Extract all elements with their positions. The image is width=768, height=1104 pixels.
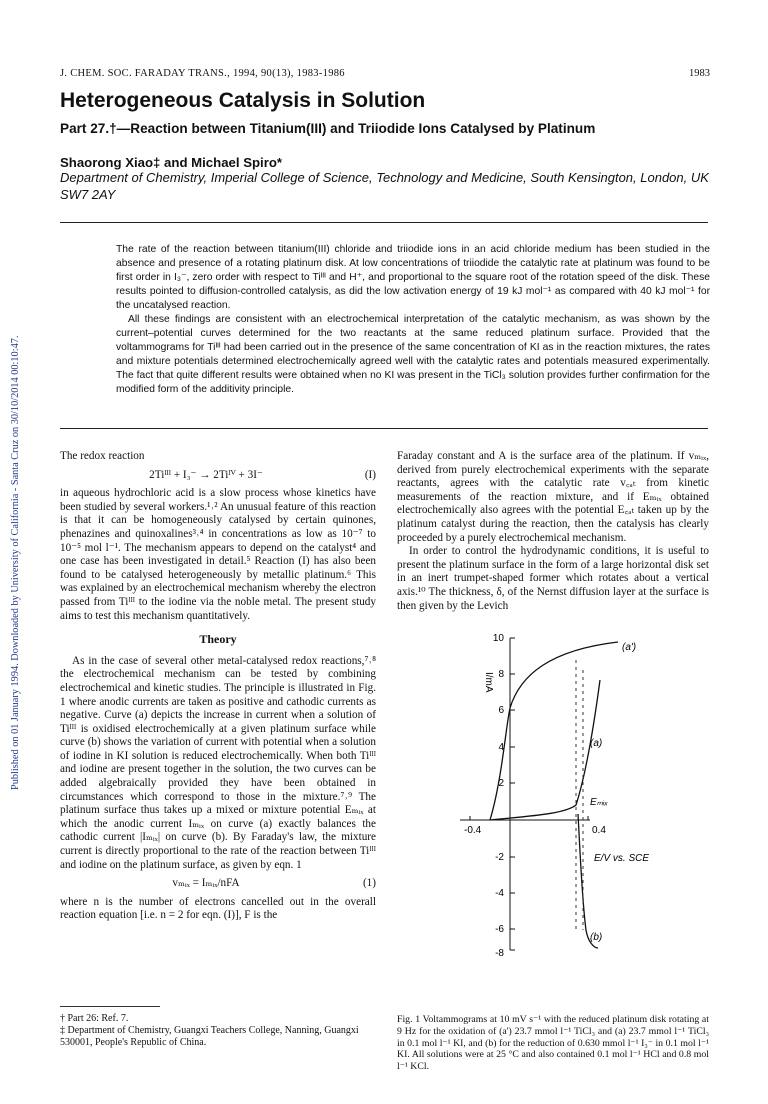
emix-label: Eₘᵢₓ — [590, 797, 608, 808]
abstract-bottom-rule — [60, 428, 708, 429]
equation-2 — [60, 877, 376, 891]
x-tick-label: 0.4 — [592, 825, 606, 836]
equation-2-number: (1) — [362, 877, 376, 890]
y-tick-label: 8 — [498, 669, 504, 680]
x-tick-label: -0.4 — [464, 825, 482, 836]
y-axis-label: I/mA — [483, 672, 494, 693]
footnotes — [60, 1013, 376, 1049]
intro-body: in aqueous hydrochloric acid is a slow process whose kinetics have been studied by several workers.¹˒² An unusual feature of this reaction is that it can be homogeneously catalysed by certain quinones, phenazines and quinoxalines³˒⁴ in concentrations as low as 10⁻⁷ to 10⁻⁵ mol l⁻¹. The mechanism appears to depend on the catalyst⁴ and one case has been investigated in detail.⁵ Reaction (I) has also been found to be catalysed heterogeneously by metallic platinum.⁶ This was explained by an electrochemical mechanism whereby the electron passed from Tiᴵᴵᴵ to the iodine via the noble metal. The present study aims to test this mechanism quantitatively. — [60, 487, 376, 622]
y-tick-label: 6 — [498, 705, 504, 716]
left-column — [60, 450, 376, 923]
y-tick-label: -4 — [495, 888, 504, 899]
y-ticks — [510, 638, 515, 950]
authors: Shaorong Xiao‡ and Michael Spiro* — [60, 155, 283, 170]
article-title: Heterogeneous Catalysis in Solution — [60, 89, 426, 112]
curve-label: (a') — [622, 642, 637, 653]
y-tick-label: 2 — [498, 778, 504, 789]
abstract — [116, 243, 710, 397]
article-subtitle: Part 27.†—Reaction between Titanium(III) and Triiodide Ions Catalysed by Platinum — [60, 121, 596, 136]
abstract-paragraph: All these findings are consistent with an electrochemical interpretation of the catalytic mechanism, as was shown by the current–potential curves determined for the two reactants at the same reduced platinum surface. Provided that the voltammograms for Tiᴵᴵᴵ had been carried out in the presence of the same concentration of KI as in the reaction mixtures, the rates and mixture potentials determined electrochemically agreed well with the catalytic rates and potentials measured experimentally. The fact that quite different results were obtained when no KI was present in the TiCl₃ solution provides further confirmation for the modified form of the additivity principle. — [116, 314, 710, 395]
footnote: ‡ Department of Chemistry, Guangxi Teachers College, Nanning, Guangxi 530001, People's Republic of China. — [60, 1025, 359, 1048]
equation-1 — [60, 469, 376, 483]
right-column — [397, 450, 709, 613]
section-heading-theory: Theory — [199, 632, 237, 647]
page-number: 1983 — [689, 68, 710, 79]
intro-lead: The redox reaction — [60, 450, 145, 462]
x-axis-label: E/V vs. SCE — [594, 853, 650, 864]
y-tick-label: -6 — [495, 924, 504, 935]
running-head: J. CHEM. SOC. FARADAY TRANS., 1994, 90(13), 1983-1986 — [60, 68, 345, 79]
curve-a-prime — [490, 642, 618, 820]
theory-tail: where n is the number of electrons cancelled out in the overall reaction equation [i.e. n = 2 for eqn. (I)], F is the — [60, 895, 376, 922]
download-stamp-text: Published on 01 January 1994. Downloaded by University of California - Santa Cruz on 30/10/2014 00:10:47. — [10, 335, 21, 790]
figure-1 — [440, 630, 700, 965]
equation-1-expression: 2Tiᴵᴵᴵ + I₃⁻ → 2Tiᴵⱽ + 3I⁻ — [149, 468, 263, 481]
theory-body: As in the case of several other metal-catalysed redox reactions,⁷˒⁸ the electrochemical mechanism can be tested by combining electrochemical and kinetic studies. The principle is illustrated in Fig. 1 where anodic currents are taken as positive and cathodic currents as negative. Curve (a) depicts the increase in current when a solution of Tiᴵᴵᴵ is oxidised electrochemically at a given platinum surface while curve (b) shows the variation of current with potential when a solution of iodine in KI solution is reduced electrochemically. When both Tiᴵᴵᴵ and iodine are present together in the solution, the two curves can be added algebraically provided they have been obtained in circumstances which correspond to those in the mixture.⁷˒⁹ The platinum surface thus takes up a mixed or mixture potential Eₘᵢₓ at which the anodic current Iₘᵢₓ on curve (a) exactly balances the cathodic current |Iₘᵢₓ| on curve (b). By Faraday's law, the mixture current is directly proportional to the rate of the reaction between Tiᴵᴵᴵ and iodine on the platinum surface, as given by eqn. 1 — [60, 654, 376, 871]
abstract-paragraph: The rate of the reaction between titanium(III) chloride and triiodide ions in an acid chloride medium has been studied in the absence and presence of a rotating platinum disk. At low concentrations of triiodide the catalytic rate at platinum was found to be first order in I₃⁻, zero order with respect to Tiᴵᴵᴵ and H⁺, and proportional to the square root of the rotation speed of the disk. These results pointed to diffusion-controlled catalysis, as did the low activation energy of 19 kJ mol⁻¹ as compared with 40 kJ mol⁻¹ for the uncatalysed reaction. — [116, 244, 710, 311]
curve-label: (a) — [590, 738, 603, 749]
right-paragraph-1: Faraday constant and A is the surface area of the platinum. If vₘᵢₓ, derived from purely electrochemical experiments with the separate reactants, agrees with the catalytic rate v꜀ₐₜ from kinetic measurements of the reaction mixture, and if Eₘᵢₓ obtained electrochemically also agrees with the potential E꜀ₐₜ taken up by the platinum catalyst during the reaction, then the catalysis has clearly proceeded by a purely electrochemical mechanism. — [397, 450, 709, 544]
download-stamp — [8, 190, 22, 790]
curve-label: (b) — [590, 932, 603, 943]
equation-2-expression: vₘᵢₓ = Iₘᵢₓ/nFA — [172, 877, 240, 890]
y-tick-label: -2 — [495, 852, 504, 863]
abstract-top-rule — [60, 222, 708, 223]
affiliation: Department of Chemistry, Imperial College of Science, Technology and Medicine, South Kensington, London, UK SW7 2AY — [60, 170, 709, 202]
voltammogram-plot — [440, 630, 700, 965]
y-tick-label: -8 — [495, 948, 504, 959]
equation-1-number: (I) — [364, 468, 376, 481]
y-tick-label: 4 — [498, 742, 504, 753]
right-paragraph-2: In order to control the hydrodynamic conditions, it is useful to present the platinum surface in the form of a large horizontal disk set in an inert trumpet-shaped former which rotates about a vertical axis.¹⁰ The thickness, δ, of the Nernst diffusion layer at the surface is then given by the Levich — [397, 545, 709, 612]
y-tick-label: 10 — [492, 633, 504, 644]
footnote: † Part 26: Ref. 7. — [60, 1013, 129, 1024]
footnote-rule — [60, 1006, 160, 1007]
figure-caption: Fig. 1 Voltammograms at 10 mV s⁻¹ with the reduced platinum disk rotating at 9 Hz for the oxidation of (a') 23.7 mmol l⁻¹ TiCl₃ and (a) 23.7 mmol l⁻¹ TiCl₃ in 0.1 mol l⁻¹ KI, and (b) for the reduction of 0.630 mmol l⁻¹ I₃⁻ in 0.1 mol l⁻¹ KI. All solutions were at 25 °C and also contained 0.1 mol l⁻¹ HCl and 0.8 mol l⁻¹ KCl. — [397, 1014, 709, 1073]
